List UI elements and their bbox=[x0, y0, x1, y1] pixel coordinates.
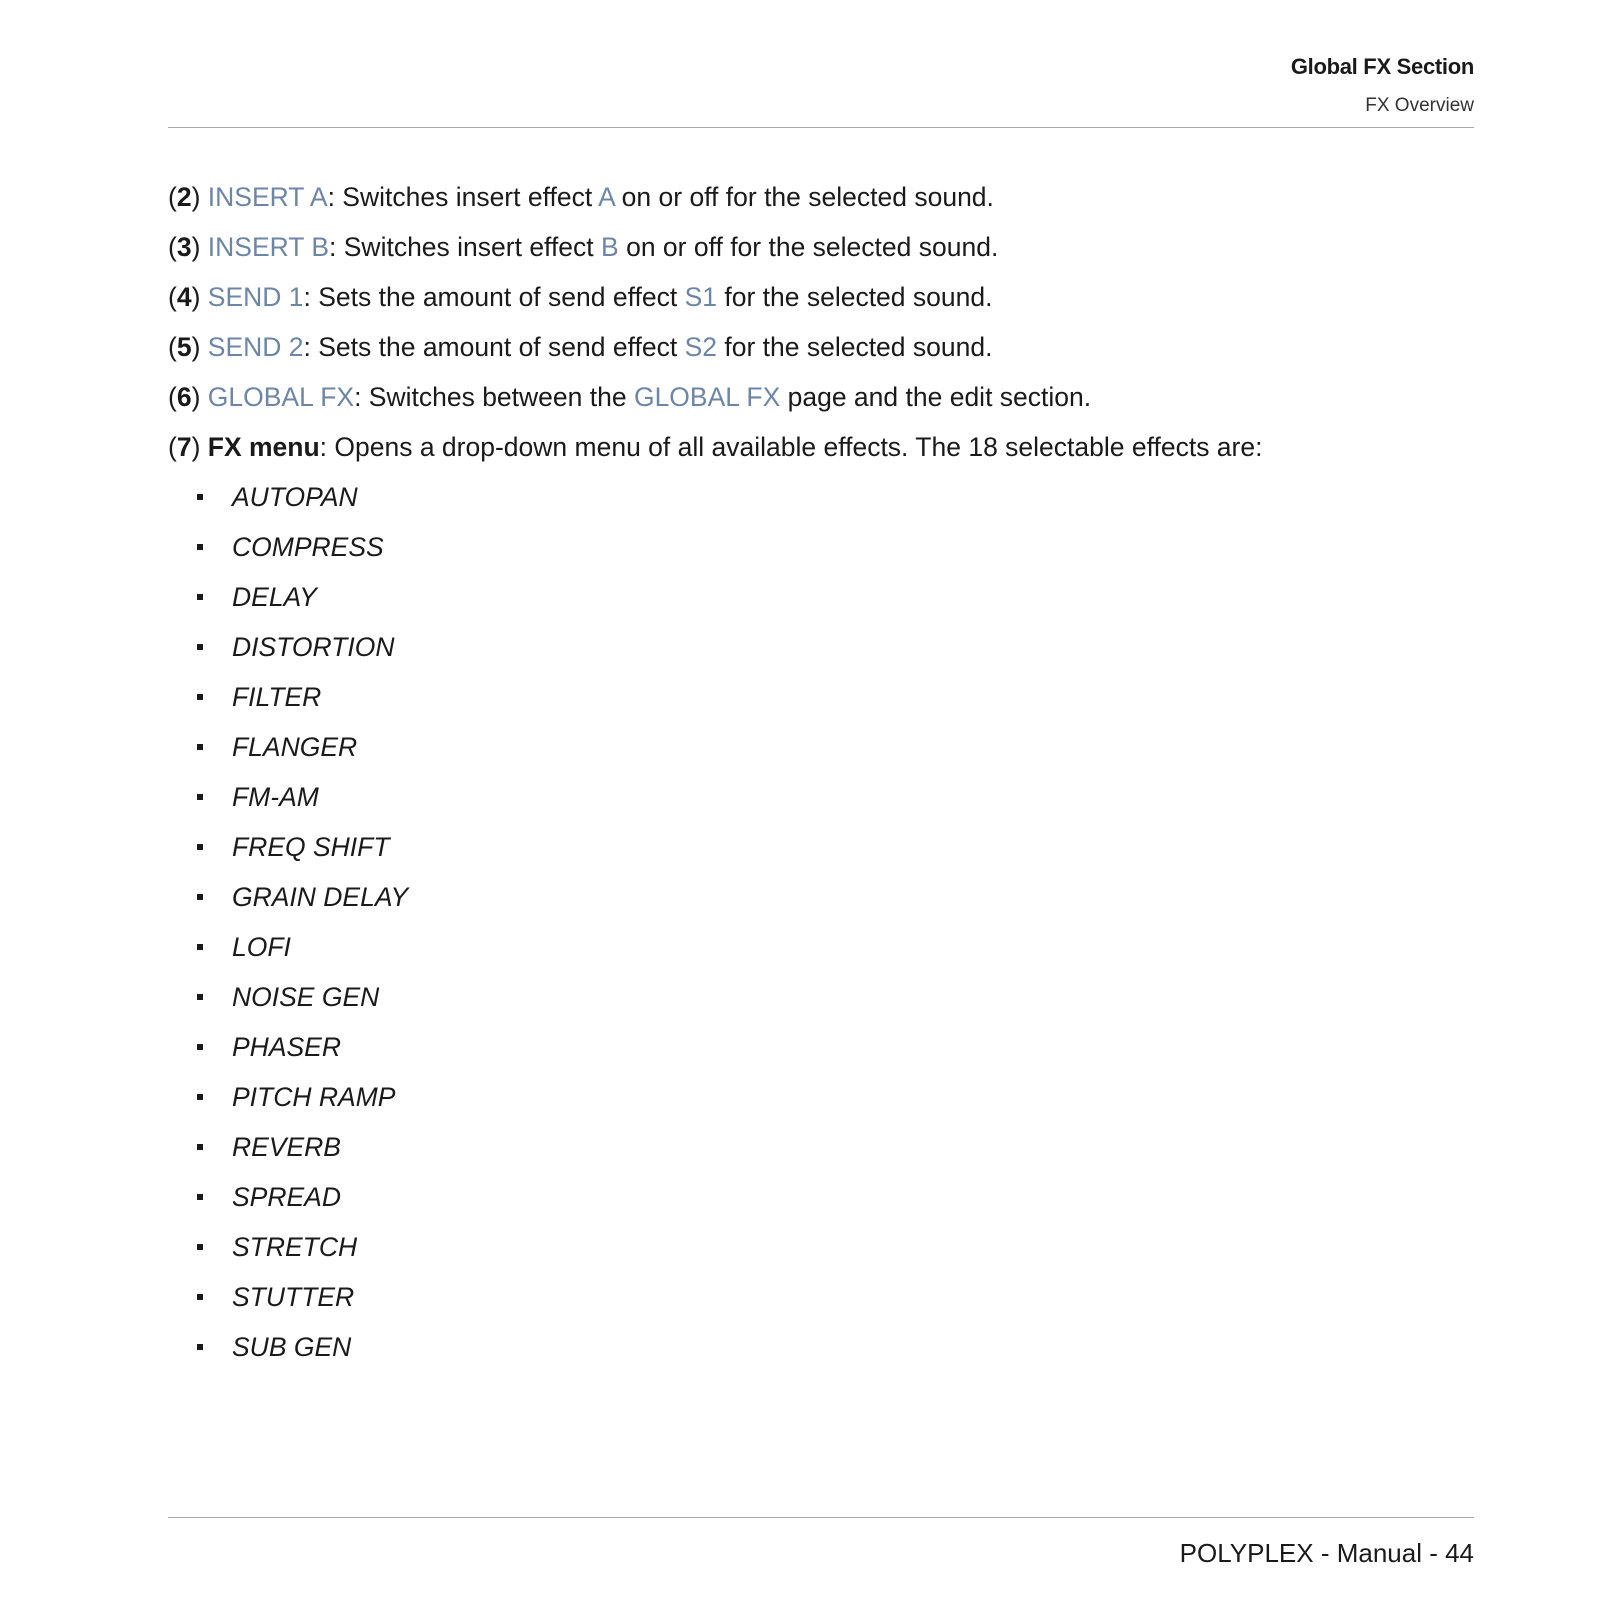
list-item bbox=[168, 1272, 1474, 1322]
item-text: : Switches insert effect bbox=[329, 232, 602, 262]
item-send-2: (5) SEND 2: Sets the amount of send effect S2 for the selected sound. bbox=[168, 332, 993, 362]
effect-name: STUTTER bbox=[232, 1282, 355, 1312]
bullet-icon bbox=[197, 844, 203, 850]
control-name: INSERT B bbox=[207, 232, 330, 262]
effects-list bbox=[168, 472, 1474, 1372]
control-ref: S2 bbox=[684, 332, 717, 362]
effect-name: SUB GEN bbox=[232, 1332, 352, 1362]
bullet-icon bbox=[197, 1044, 203, 1050]
list-item bbox=[168, 1122, 1474, 1172]
item-text: : Sets the amount of send effect bbox=[303, 282, 685, 312]
effect-name: NOISE GEN bbox=[232, 982, 380, 1012]
bullet-icon bbox=[197, 1194, 203, 1200]
effect-name: REVERB bbox=[232, 1132, 341, 1162]
effect-name: COMPRESS bbox=[232, 532, 384, 562]
control-name: SEND 2 bbox=[207, 332, 304, 362]
item-insert-a: (2) INSERT A: Switches insert effect A on or off for the selected sound. bbox=[168, 182, 994, 212]
item-text: for the selected sound. bbox=[716, 332, 993, 362]
effect-name: PHASER bbox=[232, 1032, 341, 1062]
list-item bbox=[168, 972, 1474, 1022]
list-item bbox=[168, 1022, 1474, 1072]
list-item bbox=[168, 672, 1474, 722]
item-fx-menu: (7) FX menu: Opens a drop-down menu of all available effects. The 18 selectable effects are: bbox=[168, 432, 1263, 462]
list-item bbox=[168, 1322, 1474, 1372]
list-item bbox=[168, 522, 1474, 572]
control-ref: B bbox=[601, 232, 619, 262]
control-name: GLOBAL FX bbox=[207, 382, 355, 412]
item-text: : Sets the amount of send effect bbox=[303, 332, 685, 362]
effect-name: FM-AM bbox=[232, 782, 319, 812]
item-text: on or off for the selected sound. bbox=[614, 182, 994, 212]
bullet-icon bbox=[197, 494, 203, 500]
effect-name: DISTORTION bbox=[232, 632, 395, 662]
page-footer: POLYPLEX - Manual - 44 bbox=[1179, 1538, 1474, 1568]
list-item bbox=[168, 622, 1474, 672]
bullet-icon bbox=[197, 644, 203, 650]
list-item bbox=[168, 1072, 1474, 1122]
effect-name: FLANGER bbox=[232, 732, 358, 762]
item-number: 7 bbox=[176, 432, 192, 462]
bullet-icon bbox=[197, 944, 203, 950]
bullet-icon bbox=[197, 694, 203, 700]
item-text: : Opens a drop-down menu of all available effects. The 18 selectable effects are: bbox=[319, 432, 1263, 462]
list-item bbox=[168, 922, 1474, 972]
list-item bbox=[168, 1172, 1474, 1222]
effect-name: AUTOPAN bbox=[232, 482, 358, 512]
list-item bbox=[168, 772, 1474, 822]
bullet-icon bbox=[197, 1244, 203, 1250]
bullet-icon bbox=[197, 894, 203, 900]
footer-divider bbox=[168, 1517, 1474, 1518]
effect-name: FREQ SHIFT bbox=[232, 832, 390, 862]
list-item bbox=[168, 872, 1474, 922]
item-text: for the selected sound. bbox=[716, 282, 993, 312]
list-item bbox=[168, 572, 1474, 622]
bullet-icon bbox=[197, 1344, 203, 1350]
effect-name: STRETCH bbox=[232, 1232, 358, 1262]
bullet-icon bbox=[197, 1144, 203, 1150]
list-item bbox=[168, 822, 1474, 872]
page-content bbox=[168, 172, 1474, 1372]
item-text: : Switches insert effect bbox=[327, 182, 599, 212]
effect-name: SPREAD bbox=[232, 1182, 341, 1212]
item-number: 4 bbox=[176, 282, 192, 312]
bullet-icon bbox=[197, 1094, 203, 1100]
item-number: 2 bbox=[176, 182, 192, 212]
control-ref: A bbox=[598, 182, 615, 212]
effect-name: FILTER bbox=[232, 682, 322, 712]
effect-name: DELAY bbox=[232, 582, 317, 612]
item-text: : Switches between the bbox=[354, 382, 634, 412]
effect-name: LOFI bbox=[232, 932, 291, 962]
item-send-1: (4) SEND 1: Sets the amount of send effect S1 for the selected sound. bbox=[168, 282, 993, 312]
bullet-icon bbox=[197, 594, 203, 600]
effect-name: GRAIN DELAY bbox=[232, 882, 409, 912]
effect-name: PITCH RAMP bbox=[232, 1082, 396, 1112]
item-global-fx: (6) GLOBAL FX: Switches between the GLOBAL FX page and the edit section. bbox=[168, 382, 1092, 412]
item-text: on or off for the selected sound. bbox=[618, 232, 999, 262]
item-number: 5 bbox=[176, 332, 192, 362]
control-name: INSERT A bbox=[207, 182, 328, 212]
bullet-icon bbox=[197, 794, 203, 800]
list-item bbox=[168, 472, 1474, 522]
bullet-icon bbox=[197, 994, 203, 1000]
list-item bbox=[168, 722, 1474, 772]
page-header bbox=[168, 50, 1474, 128]
bullet-icon bbox=[197, 1294, 203, 1300]
item-insert-b: (3) INSERT B: Switches insert effect B on or off for the selected sound. bbox=[168, 232, 999, 262]
control-name: SEND 1 bbox=[207, 282, 304, 312]
item-number: 6 bbox=[176, 382, 192, 412]
bullet-icon bbox=[197, 744, 203, 750]
control-ref: S1 bbox=[684, 282, 717, 312]
fx-menu-label: FX menu bbox=[207, 432, 320, 462]
bullet-icon bbox=[197, 544, 203, 550]
item-number: 3 bbox=[176, 232, 192, 262]
list-item bbox=[168, 1222, 1474, 1272]
control-ref: GLOBAL FX bbox=[633, 382, 781, 412]
section-title: Global FX Section bbox=[1290, 54, 1474, 79]
section-subtitle: FX Overview bbox=[1365, 95, 1474, 116]
item-text: page and the edit section. bbox=[780, 382, 1092, 412]
